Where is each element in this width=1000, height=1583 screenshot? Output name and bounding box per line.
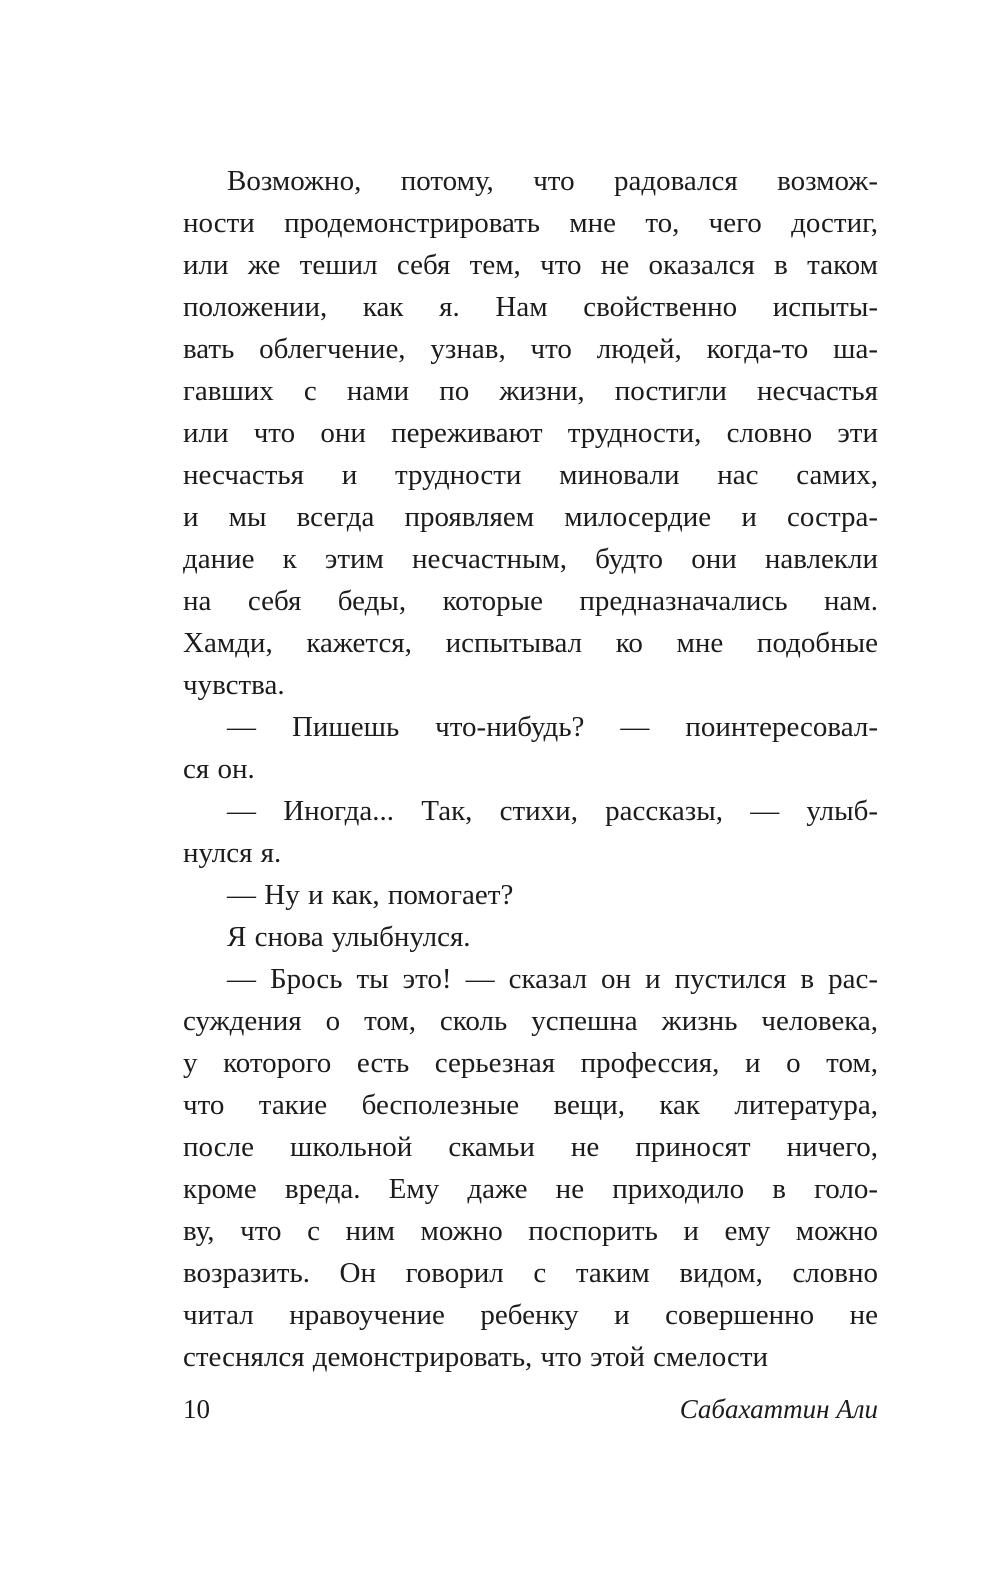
paragraph — [183, 706, 878, 790]
paragraph — [183, 958, 878, 1378]
footer-author: Сабахаттин Али — [679, 1394, 878, 1424]
text-line: на себя беды, которые предназначались нам. — [183, 585, 878, 617]
text-line: после школьной скамьи не приносят ничего, — [183, 1131, 878, 1163]
text-line: положении, как я. Нам свойственно испыты- — [183, 291, 878, 323]
paragraph — [183, 790, 878, 874]
text-line: — Пишешь что-нибудь? — поинтересовал- — [227, 711, 878, 743]
paragraph — [183, 874, 878, 916]
text-line: чувства. — [183, 669, 285, 701]
text-line: ности продемонстрировать мне то, чего достиг, — [183, 207, 878, 239]
text-line: или же тешил себя тем, что не оказался в таком — [183, 249, 878, 281]
text-line: что такие бесполезные вещи, как литература, — [183, 1089, 878, 1121]
text-line: суждения о том, сколь успешна жизнь человека, — [183, 1005, 878, 1037]
page-number: 10 — [183, 1394, 210, 1424]
text-line: читал нравоучение ребенку и совершенно не — [183, 1299, 878, 1331]
text-line: гавших с нами по жизни, постигли несчастья — [183, 375, 878, 407]
text-line: дание к этим несчастным, будто они навлекли — [183, 543, 878, 575]
text-line: и мы всегда проявляем милосердие и состра- — [183, 501, 878, 533]
paragraph — [183, 916, 878, 958]
text-line: или что они переживают трудности, словно эти — [183, 417, 878, 449]
paragraph — [183, 160, 878, 706]
page-footer — [183, 1392, 878, 1426]
text-line: Я снова улыбнулся. — [227, 921, 471, 953]
text-line: Возможно, потому, что радовался возмож- — [227, 165, 878, 197]
text-line: Хамди, кажется, испытывал ко мне подобные — [183, 627, 878, 659]
text-line: кроме вреда. Ему даже не приходило в голо- — [183, 1173, 878, 1205]
page-text — [183, 160, 878, 1378]
text-line: ву, что с ним можно поспорить и ему можно — [183, 1215, 878, 1247]
text-line: ся он. — [183, 753, 255, 785]
text-line: вать облегчение, узнав, что людей, когда-то ша- — [183, 333, 878, 365]
text-line: стеснялся демонстрировать, что этой смелости — [183, 1341, 769, 1373]
text-line: возразить. Он говорил с таким видом, словно — [183, 1257, 878, 1289]
text-line: — Брось ты это! — сказал он и пустился в рас- — [227, 963, 878, 995]
text-line: нулся я. — [183, 837, 282, 869]
text-line: — Иногда... Так, стихи, рассказы, — улыб- — [227, 795, 878, 827]
text-line: у которого есть серьезная профессия, и о том, — [183, 1047, 878, 1079]
text-line: — Ну и как, помогает? — [227, 879, 514, 911]
text-line: несчастья и трудности миновали нас самих, — [183, 459, 878, 491]
